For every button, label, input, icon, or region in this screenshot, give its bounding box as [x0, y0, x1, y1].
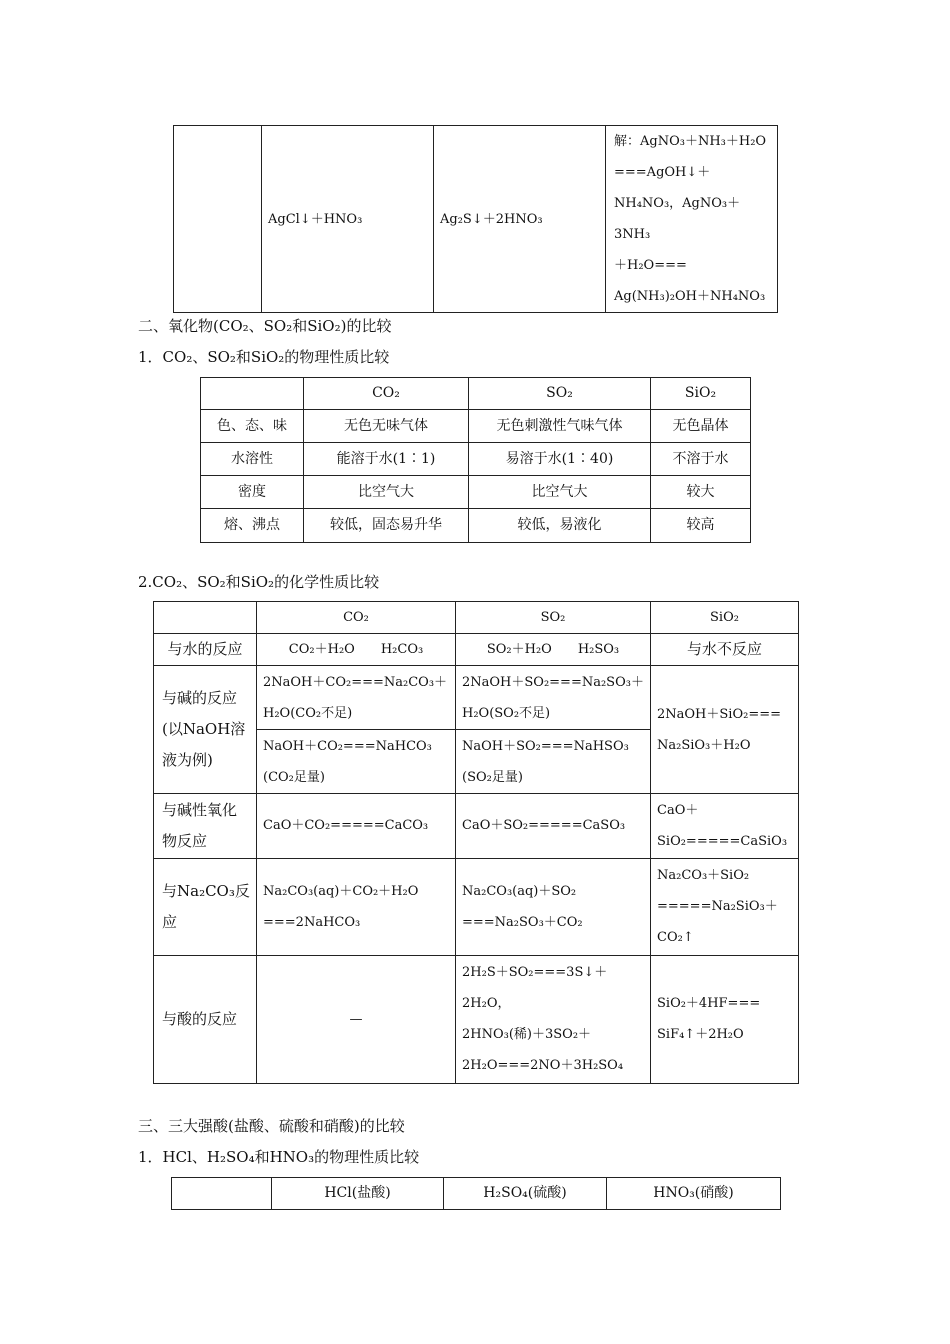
table-cell: 较高	[651, 509, 751, 543]
header-cell: SO₂	[469, 378, 651, 410]
table-cell: 解：AgNO₃＋NH₃＋H₂O ===AgOH↓＋ NH₄NO₃，AgNO₃＋3NH₃ ＋H₂O=== Ag(NH₃)₂OH＋NH₄NO₃	[606, 126, 778, 313]
table-cell: Na₂CO₃(aq)＋CO₂＋H₂O ===2NaHCO₃	[257, 858, 456, 955]
table-cell: CaO＋ SiO₂=====CaSiO₃	[651, 794, 799, 858]
table-cell: 较低，固态易升华	[304, 509, 469, 543]
row-label: 与碱性氧化 物反应	[154, 794, 257, 858]
row-label: 与碱的反应 (以NaOH溶 液为例)	[154, 666, 257, 794]
table-cell: 无色刺激性气味气体	[469, 410, 651, 443]
continuation-table	[173, 125, 778, 313]
row-label: 与酸的反应	[154, 955, 257, 1083]
row-label: 与Na₂CO₃反 应	[154, 858, 257, 955]
table-cell: 与水不反应	[651, 634, 799, 666]
row-label: 色、态、味	[201, 410, 304, 443]
header-cell: SO₂	[456, 602, 651, 634]
subsection-title: 2.CO₂、SO₂和SiO₂的化学性质比较	[138, 573, 380, 591]
row-label: 与水的反应	[154, 634, 257, 666]
section-title: 三、三大强酸(盐酸、硫酸和硝酸)的比较	[138, 1117, 405, 1135]
header-cell: SiO₂	[651, 602, 799, 634]
table-cell: 较大	[651, 476, 751, 509]
row-label: 水溶性	[201, 443, 304, 476]
table-cell: —	[257, 955, 456, 1083]
table-cell: SO₂＋H₂O H₂SO₃	[456, 634, 651, 666]
table-cell: Na₂CO₃＋SiO₂ =====Na₂SiO₃＋ CO₂↑	[651, 858, 799, 955]
chemical-properties-table	[153, 601, 799, 1084]
table-cell: CO₂＋H₂O H₂CO₃	[257, 634, 456, 666]
row-label: 密度	[201, 476, 304, 509]
table-cell: 比空气大	[304, 476, 469, 509]
row-label: 熔、沸点	[201, 509, 304, 543]
header-cell	[172, 1178, 272, 1210]
header-cell: H₂SO₄(硫酸)	[444, 1178, 607, 1210]
subsection-title: 1．CO₂、SO₂和SiO₂的物理性质比较	[138, 348, 390, 366]
table-cell: NaOH＋CO₂===NaHCO₃ (CO₂足量)	[257, 730, 456, 794]
table-cell: NaOH＋SO₂===NaHSO₃ (SO₂足量)	[456, 730, 651, 794]
table-cell: Na₂CO₃(aq)＋SO₂ ===Na₂SO₃＋CO₂	[456, 858, 651, 955]
table-cell: 能溶于水(1∶1)	[304, 443, 469, 476]
header-cell: HCl(盐酸)	[272, 1178, 444, 1210]
section-title: 二、氧化物(CO₂、SO₂和SiO₂)的比较	[138, 317, 392, 335]
table-cell: 无色晶体	[651, 410, 751, 443]
table-cell: 无色无味气体	[304, 410, 469, 443]
table-cell: 较低，易液化	[469, 509, 651, 543]
header-cell: SiO₂	[651, 378, 751, 410]
table-cell: SiO₂＋4HF=== SiF₄↑＋2H₂O	[651, 955, 799, 1083]
table-cell: CaO＋CO₂=====CaCO₃	[257, 794, 456, 858]
table-cell: 2NaOH＋SO₂===Na₂SO₃＋ H₂O(SO₂不足)	[456, 666, 651, 730]
table-cell: 不溶于水	[651, 443, 751, 476]
table-cell: 比空气大	[469, 476, 651, 509]
table-cell: Ag₂S↓＋2HNO₃	[434, 126, 606, 313]
header-cell: CO₂	[304, 378, 469, 410]
table-cell: 易溶于水(1∶40)	[469, 443, 651, 476]
table-cell: CaO＋SO₂=====CaSO₃	[456, 794, 651, 858]
subsection-title: 1．HCl、H₂SO₄和HNO₃的物理性质比较	[138, 1148, 420, 1166]
table-cell: AgCl↓＋HNO₃	[262, 126, 434, 313]
table-cell: 2NaOH＋SiO₂=== Na₂SiO₃＋H₂O	[651, 666, 799, 794]
table-cell	[174, 126, 262, 313]
table-cell: 2H₂S＋SO₂===3S↓＋ 2H₂O， 2HNO₃(稀)＋3SO₂＋ 2H₂O===2NO＋3H₂SO₄	[456, 955, 651, 1083]
header-cell: HNO₃(硝酸)	[607, 1178, 781, 1210]
header-cell	[154, 602, 257, 634]
acids-physical-table	[171, 1177, 781, 1210]
physical-properties-table	[200, 377, 751, 543]
table-cell: 2NaOH＋CO₂===Na₂CO₃＋ H₂O(CO₂不足)	[257, 666, 456, 730]
header-cell: CO₂	[257, 602, 456, 634]
header-cell	[201, 378, 304, 410]
